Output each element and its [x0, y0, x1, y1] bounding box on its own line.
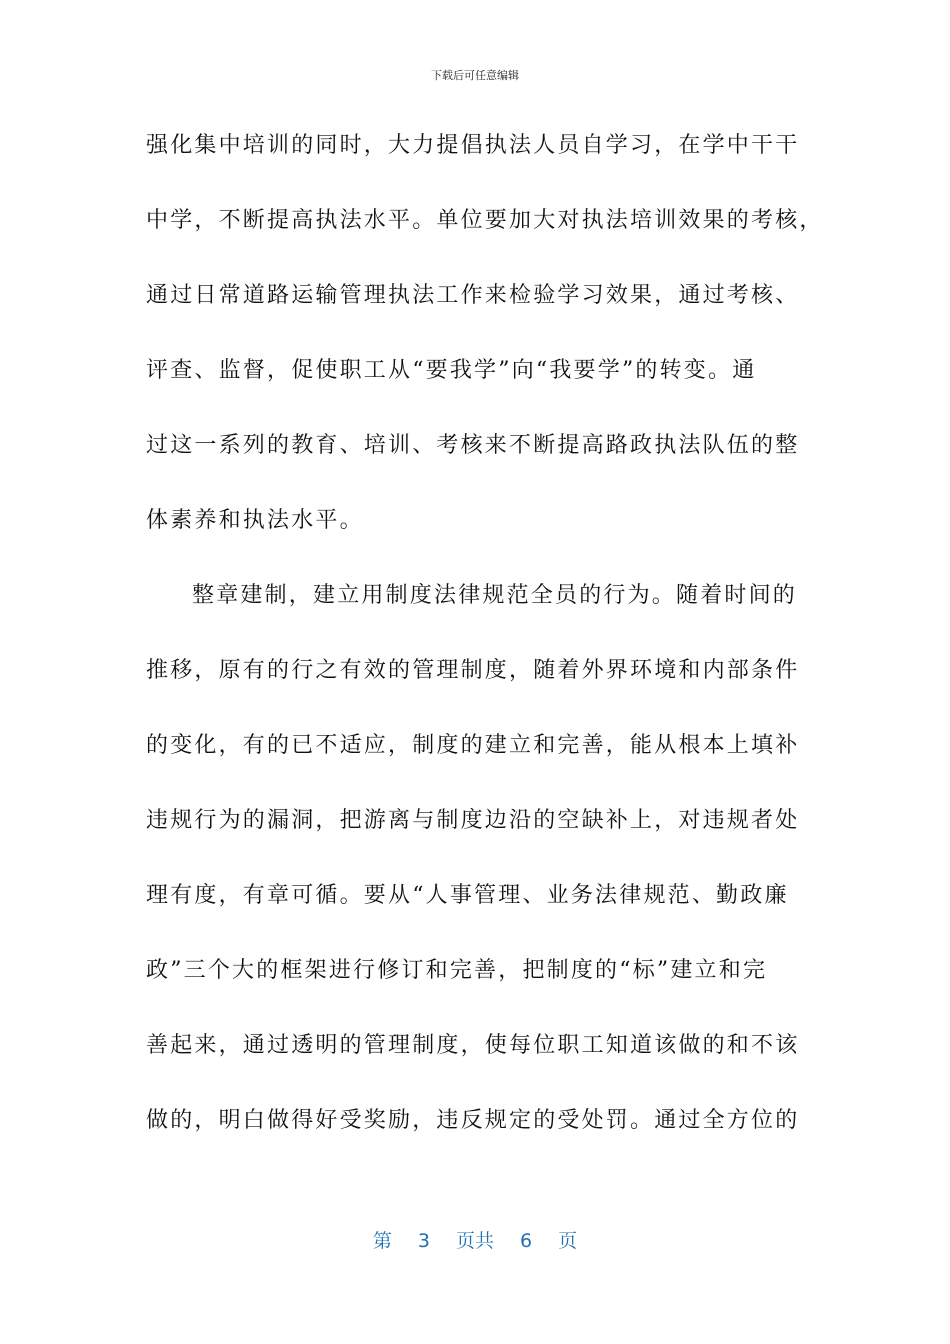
paragraph: [146, 576, 806, 1176]
text-line: 的变化，有的已不适应，制度的建立和完善，能从根本上填补: [146, 733, 800, 758]
footer-middle: 页共: [455, 1230, 494, 1252]
total-pages-number: 6: [520, 1230, 533, 1252]
text-line: 评查、监督，促使职工从“要我学”向“我要学”的转变。通: [146, 358, 757, 383]
text-line: 推移，原有的行之有效的管理制度，随着外界环境和内部条件: [146, 658, 800, 683]
header-note: 下载后可任意编辑: [431, 69, 519, 82]
current-page-number: 3: [417, 1230, 430, 1252]
text-line: 体素养和执法水平。: [146, 508, 364, 533]
text-line: 过这一系列的教育、培训、考核来不断提高路政执法队伍的整: [146, 433, 800, 458]
text-line: 违规行为的漏洞，把游离与制度边沿的空缺补上，对违规者处: [146, 808, 800, 833]
text-line: 强化集中培训的同时，大力提倡执法人员自学习，在学中干干: [146, 133, 800, 158]
text-line: 中学，不断提高执法水平。单位要加大对执法培训效果的考核，: [146, 208, 824, 233]
text-line: 理有度，有章可循。要从“人事管理、业务法律规范、勤政廉: [146, 883, 789, 908]
footer-suffix: 页: [558, 1230, 578, 1252]
text-line: 整章建制，建立用制度法律规范全员的行为。随着时间的: [192, 583, 798, 608]
text-line: 善起来，通过透明的管理制度，使每位职工知道该做的和不该: [146, 1033, 800, 1058]
text-line: 政”三个大的框架进行修订和完善，把制度的“标”建立和完: [146, 958, 768, 983]
paragraph: [146, 126, 824, 576]
text-line: 做的，明白做得好受奖励，违反规定的受处罚。通过全方位的: [146, 1108, 800, 1133]
page-footer: [0, 1226, 950, 1253]
text-line: 通过日常道路运输管理执法工作来检验学习效果，通过考核、: [146, 283, 800, 308]
document-body: [146, 126, 824, 1176]
footer-prefix: 第: [372, 1230, 392, 1252]
